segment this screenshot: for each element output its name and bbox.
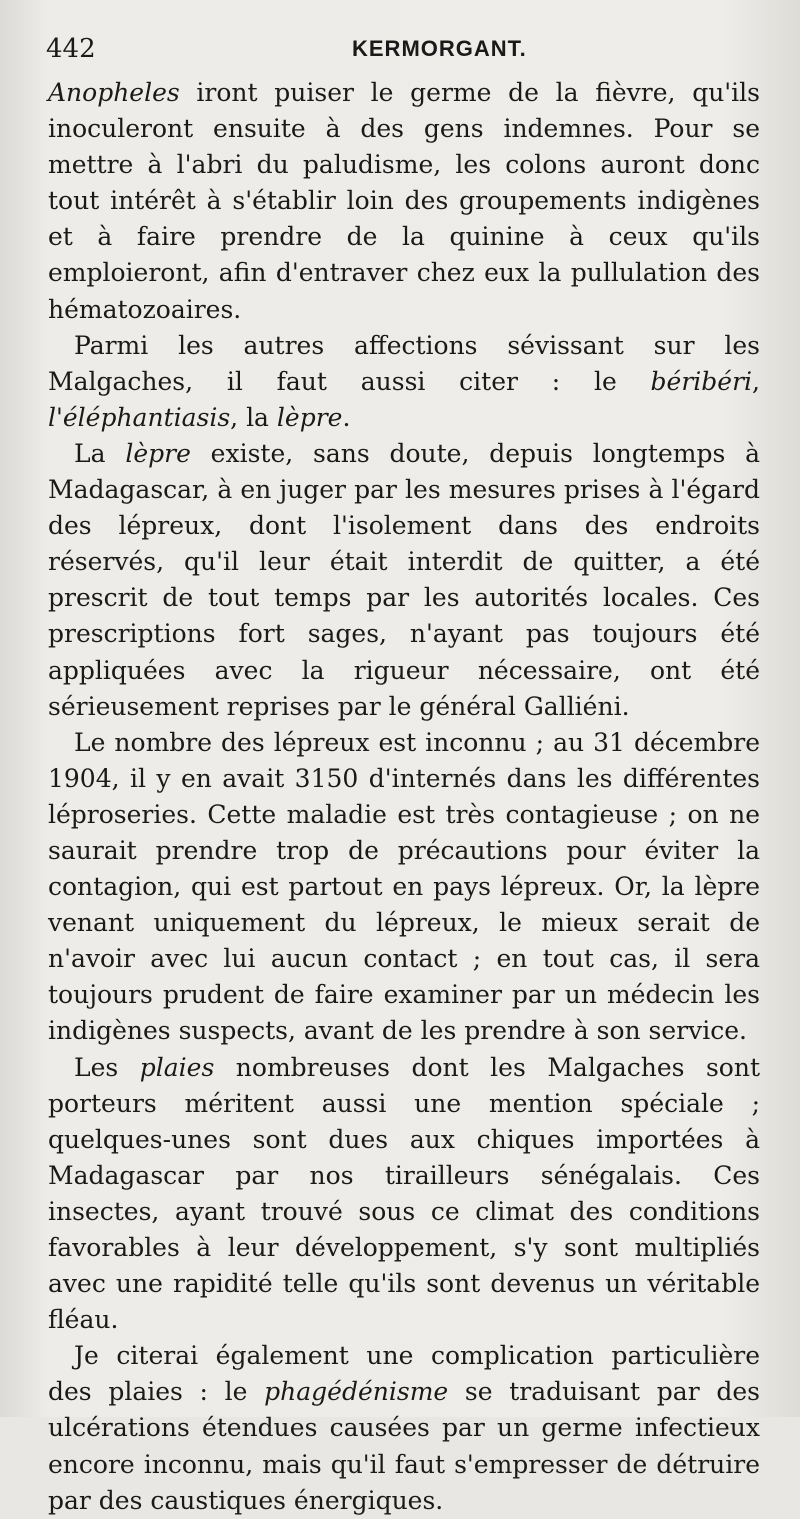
paragraph [48, 1338, 760, 1518]
text-run: Le nombre des lépreux est inconnu ; au 31 décembre 1904, il y en avait 3150 d'internés dans les différentes léproseries. Cette maladie est très contagieuse ; on ne saurait prendre trop de précautions pour éviter la contagion, qui est partout en pays lépreux. Or, la lèpre venant uniquement du lépreux, le mieux serait de n'avoir avec lui aucun contact ; en tout cas, il sera toujours prudent de faire examiner par un médecin les indigènes suspects, avant de les prendre à son service. [48, 727, 760, 1046]
text-run: , [752, 366, 760, 396]
paragraph [48, 75, 760, 328]
paragraph [48, 1050, 760, 1339]
body-text [48, 75, 760, 1519]
text-run: Je citerai également une complication particulière des plaies : le [48, 1341, 760, 1407]
page-number: 442 [46, 34, 96, 64]
text-run: Parmi les autres affections sévissant sur les Malgaches, il faut aussi citer : le [48, 330, 760, 396]
paragraph [48, 436, 760, 725]
page-header [30, 34, 770, 74]
text-run: nombreuses dont les Malgaches sont porteurs méritent aussi une mention spéciale ; quelques-unes sont dues aux chiques importées à Madagascar par nos tirailleurs sénégalais. Ces insectes, ayant trouvé sous ce climat des conditions favorables à leur développement, s'y sont multipliés avec une rapidité telle qu'ils sont devenus un véritable fléau. [48, 1052, 760, 1335]
italic-term: plaies [139, 1052, 215, 1082]
paragraph [48, 725, 760, 1050]
italic-term: lèpre [125, 438, 191, 468]
text-run: iront puiser le germe de la fièvre, qu'ils inoculeront ensuite à des gens indemnes. Pour se mettre à l'abri du paludisme, les colons auront donc tout intérêt à s'établir loin des groupements indigènes et à faire prendre de la quinine à ceux qu'ils emploieront, afin d'entraver chez eux la pullulation des hématozoaires. [48, 78, 760, 324]
running-head: KERMORGANT. [352, 36, 527, 61]
text-run: Les [74, 1052, 140, 1082]
text-run: , la [230, 402, 277, 432]
italic-term: l'éléphantiasis [48, 402, 231, 432]
italic-term: Anopheles [48, 78, 180, 107]
paragraph [48, 328, 760, 436]
text-run: se traduisant par des ulcérations étendues causées par un germe infectieux encore inconnu, mais qu'il faut s'empresser de détruire par des caustiques énergiques. [48, 1377, 760, 1515]
text-run: La [74, 438, 126, 468]
text-run: existe, sans doute, depuis longtemps à Madagascar, à en juger par les mesures prises à l'égard des lépreux, dont l'isolement dans des endroits réservés, qu'il leur était interdit de quitter, a été prescrit de tout temps par les autorités locales. Ces prescriptions fort sages, n'ayant pas toujours été appliquées avec la rigueur nécessaire, ont été sérieusement reprises par le général Galliéni. [48, 438, 761, 721]
italic-term: béribéri [650, 366, 753, 396]
italic-term: lèpre [276, 402, 343, 432]
text-run: . [342, 402, 351, 432]
italic-term: phagédénisme [264, 1377, 449, 1407]
